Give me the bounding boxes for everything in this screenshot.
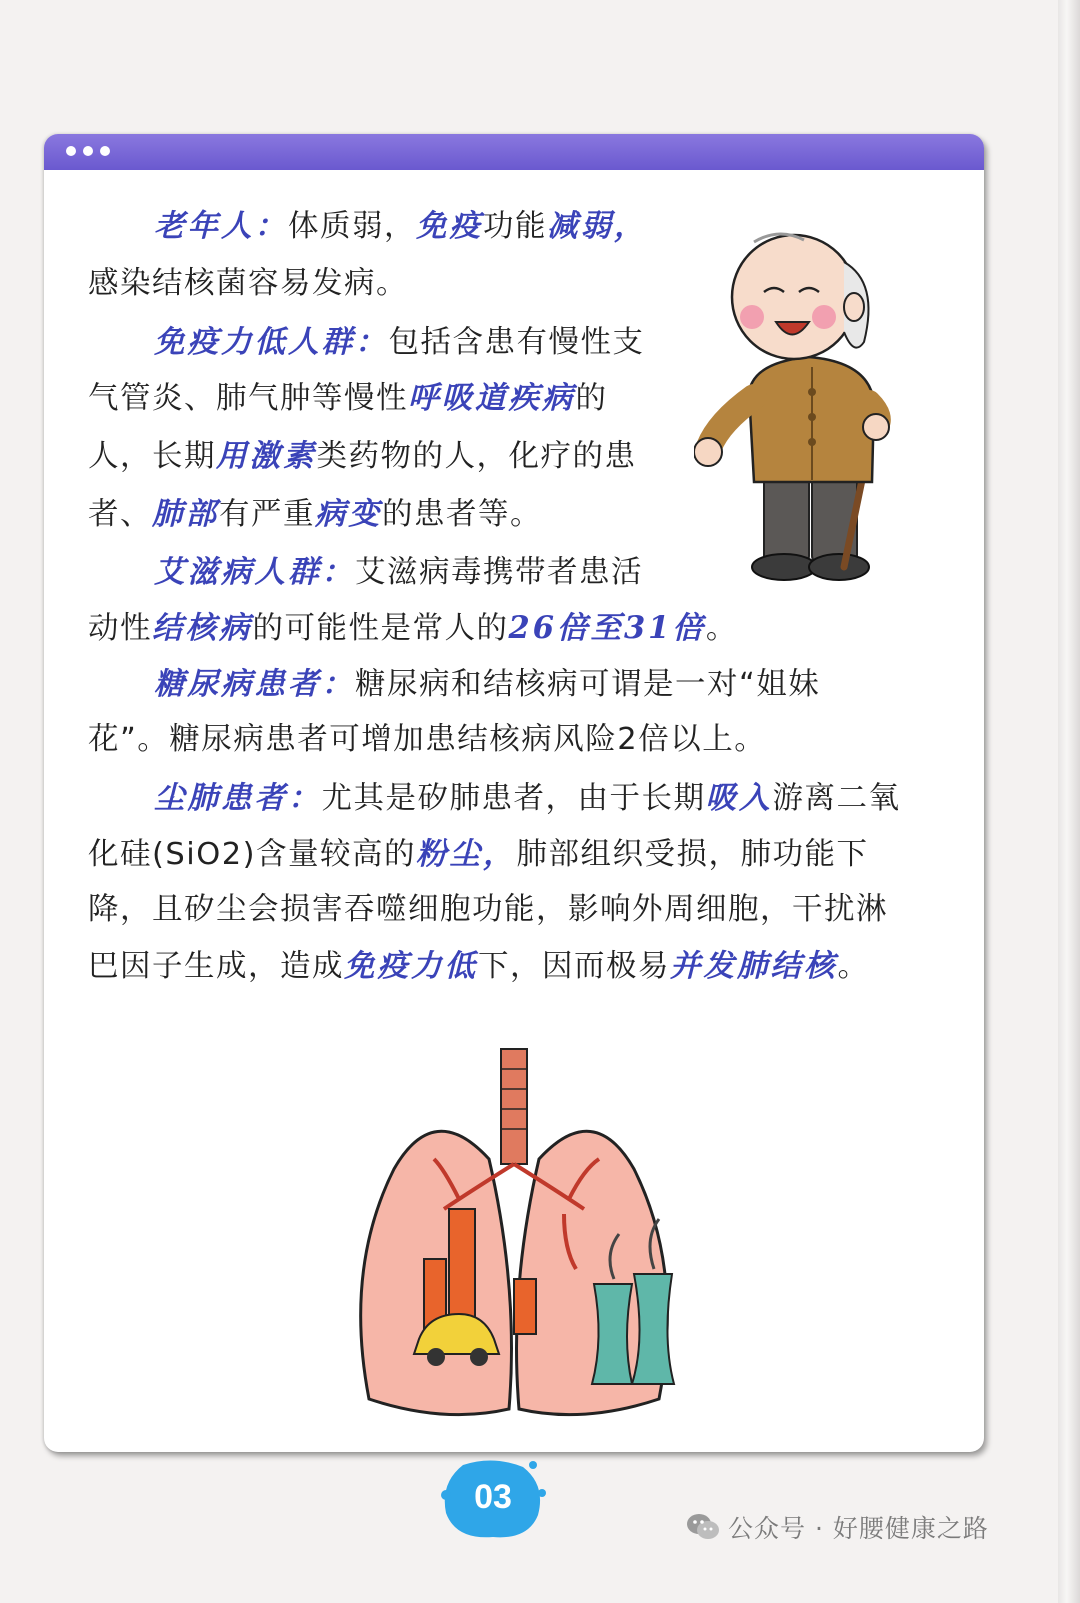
text-run: 的 [575, 381, 608, 416]
paragraph-line [88, 262, 408, 306]
highlight: 呼吸道疾病 [408, 380, 576, 416]
paragraph-line [154, 550, 643, 594]
old-man-illustration [694, 222, 924, 592]
paragraph-line [88, 376, 608, 420]
text-run: 糖尿病和结核病可谓是一对“姐妹 [355, 667, 821, 702]
highlight: 吸入 [705, 780, 773, 816]
paragraph-line [88, 944, 870, 988]
text-run: 。 [837, 949, 870, 984]
keyword-low-immunity: 免疫力低人群： [154, 324, 389, 360]
text-run: 人，长期 [88, 439, 216, 474]
keyword-diabetes: 糖尿病患者： [154, 666, 355, 702]
text-run: 动性 [88, 611, 152, 646]
text-run: 感染结核菌容易发病。 [88, 266, 408, 301]
paragraph-line [154, 204, 648, 248]
watermark-text: 公众号 · 好腰健康之路 [728, 1514, 989, 1543]
paragraph-line [88, 888, 888, 932]
content-card [44, 134, 984, 1452]
highlight: 肺部 [152, 496, 219, 532]
keyword-aids: 艾滋病人群： [154, 554, 355, 590]
text-run: 花”。糖尿病患者可增加患结核病风险2倍以上。 [88, 722, 767, 757]
highlight: 粉尘， [416, 836, 517, 872]
text-run: 的患者等。 [382, 497, 542, 532]
keyword-elderly: 老年人： [154, 208, 288, 244]
highlight: 用激素 [216, 438, 317, 474]
text-run: 降，且矽尘会损害吞噬细胞功能，影响外周细胞，干扰淋 [88, 892, 888, 927]
text-run: 艾滋病毒携带者患活 [355, 555, 643, 590]
text-run: 体质弱， [288, 209, 416, 244]
highlight: 病变 [315, 496, 382, 532]
paragraph-line [154, 662, 820, 706]
lungs-illustration [314, 1039, 714, 1439]
dot [83, 146, 93, 156]
text-run: 类药物的人，化疗的患 [316, 439, 637, 474]
highlight: 减弱， [547, 208, 648, 244]
wechat-icon [686, 1512, 720, 1542]
highlight: 结核病 [152, 610, 253, 646]
paragraph-line [154, 776, 901, 820]
dot [100, 146, 110, 156]
card-header [44, 134, 984, 170]
highlight: 免疫 [416, 208, 483, 244]
page-edge [1058, 0, 1080, 1603]
text-run: 游离二氧 [772, 781, 901, 816]
paragraph-line [88, 606, 738, 650]
highlight: 26倍至31倍 [508, 610, 706, 646]
text-run: 有严重 [219, 497, 315, 532]
text-run: 尤其是矽肺患者，由于长期 [321, 781, 706, 816]
watermark [686, 1507, 989, 1547]
paragraph-line [88, 434, 637, 478]
text-run: 气管炎、肺气肿等慢性 [88, 381, 408, 416]
text-run: 肺部组织受损，肺功能下 [516, 837, 869, 872]
text-run: 的可能性是常人的 [252, 611, 509, 646]
keyword-pneumoconiosis: 尘肺患者： [154, 780, 322, 816]
paragraph-line [88, 718, 766, 762]
highlight: 并发肺结核 [670, 948, 838, 984]
highlight: 免疫力低 [344, 948, 478, 984]
dot [66, 146, 76, 156]
text-run: 。 [705, 611, 738, 646]
paragraph-line [154, 320, 645, 364]
text-run: 包括含患有慢性支 [388, 325, 645, 360]
paragraph-line [88, 492, 542, 536]
text-run: 功能 [483, 209, 547, 244]
text-run: 下，因而极易 [478, 949, 670, 984]
paragraph-line [88, 832, 869, 876]
text-run: 巴因子生成，造成 [88, 949, 344, 984]
text-run: 化硅(SiO2)含量较高的 [88, 837, 417, 872]
page-number: 03 [474, 1478, 512, 1516]
three-dots-icon [66, 146, 110, 156]
text-run: 者、 [88, 497, 152, 532]
